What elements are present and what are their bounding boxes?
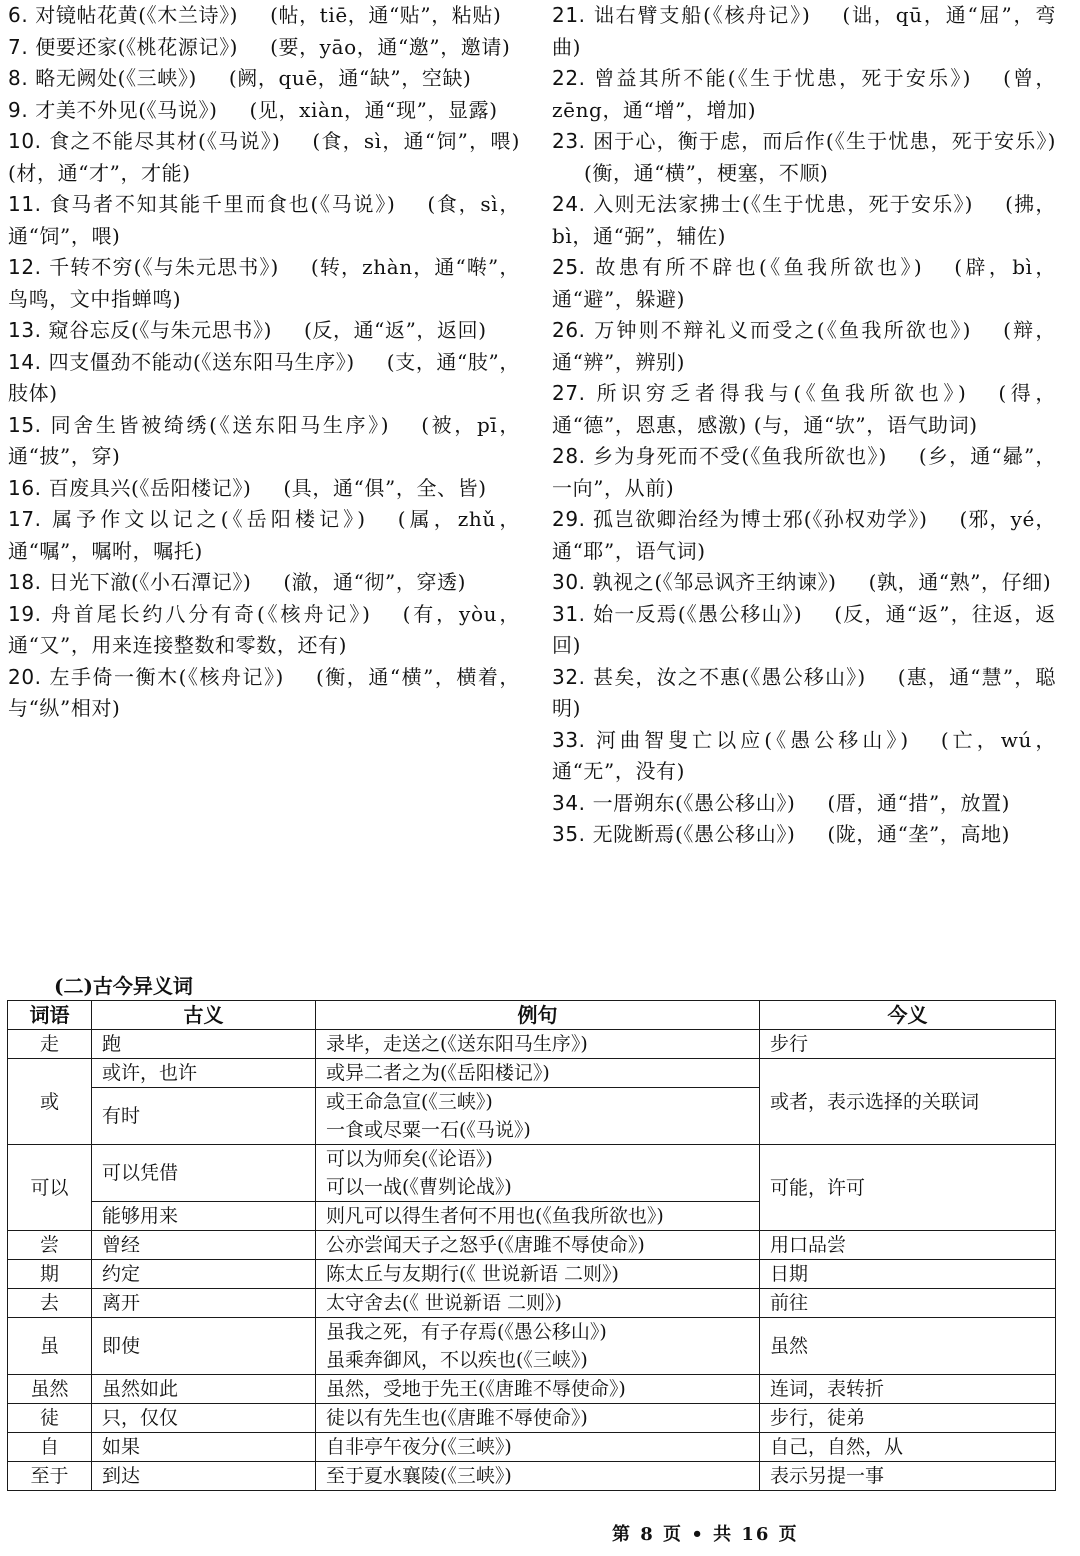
cell-word: 虽然: [8, 1375, 92, 1404]
cell-word: 走: [8, 1030, 92, 1059]
entry-number: 30.: [552, 570, 586, 594]
entry-item: [8, 410, 520, 473]
entry-note: (辩，通“辨”，辨别): [552, 318, 1056, 374]
entry-note: (转，zhàn，通“啭”，鸟鸣，文中指蝉鸣): [8, 255, 520, 311]
entry-item: [552, 63, 1056, 126]
entry-note: (乡，通“曏”，一向”，从前): [552, 444, 1056, 500]
entry-item: [8, 0, 520, 32]
example-line: 录毕，走送之(《送东阳马生序》): [326, 1033, 588, 1055]
entry-item: [552, 0, 1056, 63]
entry-note: (反，通“返”，返回): [303, 318, 487, 342]
table-row: [8, 1404, 1056, 1433]
entry-note: (要，yāo，通“邀”，邀请): [270, 34, 511, 59]
entry-item: [552, 126, 1056, 189]
entry-number: 23.: [552, 129, 586, 153]
table-row: [8, 1231, 1056, 1260]
entry-note: (陇，通“垄”，高地): [827, 822, 1011, 846]
entry-sentence: 甚矣，汝之不惠(《愚公移山》): [593, 664, 866, 689]
entry-number: 25.: [552, 255, 586, 279]
cell-modern-meaning: 前往: [760, 1289, 1056, 1318]
entry-number: 28.: [552, 444, 586, 468]
cell-word: 或: [8, 1059, 92, 1145]
cell-modern-meaning: 连词，表转折: [760, 1375, 1056, 1404]
entry-item: [552, 567, 1056, 599]
left-column: [8, 0, 520, 725]
example-line: 虽乘奔御风，不以疾也(《三峡》): [326, 1349, 588, 1371]
example-line: 虽我之死，有子存焉(《愚公移山》): [326, 1321, 607, 1343]
right-column: [552, 0, 1056, 851]
cell-modern-meaning: 用口品尝: [760, 1231, 1056, 1260]
entry-note: (阙，quē，通“缺”，空缺): [228, 66, 472, 90]
cell-example: [316, 1289, 760, 1318]
example-line: 太守舍去(《 世说新语 二则》): [326, 1292, 562, 1314]
entry-number: 7.: [8, 34, 29, 59]
entry-note: (衡，通“横”，梗塞，不顺): [584, 160, 829, 185]
entry-item: [552, 252, 1056, 315]
entry-note: (见，xiàn，通“现”，显露): [249, 97, 498, 122]
entry-number: 32.: [552, 664, 586, 689]
cell-modern-meaning: 表示另提一事: [760, 1462, 1056, 1491]
header-example: 例句: [316, 1001, 760, 1030]
example-line: 则凡可以得生者何不用也(《鱼我所欲也》): [326, 1205, 664, 1227]
cell-old-meaning: 能够用来: [92, 1202, 316, 1231]
entry-note: (得，通“德”，恩惠，感激) (与，通“欤”，语气助词): [552, 381, 1056, 437]
entry-item: [8, 32, 520, 64]
entry-item: [552, 189, 1056, 252]
cell-old-meaning: 即使: [92, 1318, 316, 1375]
entry-sentence: 四支僵劲不能动(《送东阳马生序》): [48, 349, 355, 374]
entry-number: 8.: [8, 66, 29, 90]
entry-item: [552, 378, 1056, 441]
header-modern-meaning: 今义: [760, 1001, 1056, 1030]
cell-example: [316, 1375, 760, 1404]
table-row: [8, 1030, 1056, 1059]
entry-item: [8, 189, 520, 252]
entry-number: 13.: [8, 318, 42, 342]
entry-number: 24.: [552, 192, 586, 216]
entry-sentence: 河曲智叟亡以应(《愚公移山》): [596, 727, 909, 752]
entry-sentence: 属予作文以记之(《岳阳楼记》): [52, 507, 366, 531]
cell-old-meaning: 到达: [92, 1462, 316, 1491]
entry-note: (诎，qū，通“屈”，弯曲): [552, 3, 1056, 59]
entry-sentence: 乡为身死而不受(《鱼我所欲也》): [593, 444, 887, 468]
header-old-meaning: 古义: [92, 1001, 316, 1030]
cell-example: [316, 1059, 760, 1088]
section-title: (二)古今异义词: [54, 974, 193, 998]
entry-item: [8, 63, 520, 95]
entry-item: [8, 662, 520, 725]
example-line: 至于夏水襄陵(《三峡》): [326, 1465, 512, 1487]
cell-word: 可以: [8, 1145, 92, 1231]
entry-item: [8, 95, 520, 127]
entry-sentence: 一厝朔东(《愚公移山》): [592, 790, 796, 815]
page-footer: 第 8 页 • 共 16 页: [612, 1524, 799, 1545]
cell-word: 期: [8, 1260, 92, 1289]
entry-note: (属，zhǔ，通“嘱”，嘱咐，嘱托): [8, 507, 520, 563]
table-row: [8, 1260, 1056, 1289]
cell-modern-meaning: 自己，自然，从: [760, 1433, 1056, 1462]
cell-word: 虽: [8, 1318, 92, 1375]
entry-number: 10.: [8, 129, 42, 153]
cell-example: [316, 1433, 760, 1462]
example-line: 虽然，受地于先王(《唐雎不辱使命》): [326, 1378, 626, 1400]
entry-note: (厝，通“措”，放置): [827, 790, 1011, 815]
cell-modern-meaning: 可能，许可: [760, 1145, 1056, 1231]
entry-note: (惠，通“慧”，聪明): [552, 664, 1056, 720]
entry-note: (澈，通“彻”，穿透): [283, 570, 467, 594]
entry-sentence: 食马者不知其能千里而食也(《马说》): [49, 192, 396, 216]
entry-number: 20.: [8, 664, 42, 689]
entry-note: (辟，bì，通“避”，躲避): [552, 255, 1056, 311]
entry-note: (衡，通“横”，横着，与“纵”相对): [8, 664, 521, 720]
ancient-modern-table: [7, 1000, 1056, 1491]
entry-number: 26.: [552, 318, 586, 342]
entry-item: [552, 819, 1056, 851]
entry-number: 31.: [552, 601, 586, 626]
entry-note: (具，通“俱”，全、皆): [283, 475, 487, 500]
entry-item: [552, 599, 1056, 662]
entry-sentence: 日光下澈(《小石潭记》): [48, 570, 252, 594]
table-row: [8, 1059, 1056, 1088]
entry-sentence: 窥谷忘反(《与朱元思书》): [48, 318, 272, 342]
entry-number: 22.: [552, 66, 586, 90]
cell-modern-meaning: 步行: [760, 1030, 1056, 1059]
cell-old-meaning: 有时: [92, 1088, 316, 1145]
entry-sentence: 便要还家(《桃花源记》): [35, 34, 239, 59]
entry-sentence: 略无阙处(《三峡》): [35, 66, 197, 90]
entry-item: [552, 662, 1056, 725]
example-line: 自非亭午夜分(《三峡》): [326, 1436, 512, 1458]
entry-item: [8, 252, 520, 315]
entry-note: (食，sì，通“饲”，喂): [8, 192, 520, 248]
entry-note: (支，通“肢”，肢体): [8, 349, 520, 405]
entry-note: (被，pī，通“披”，穿): [8, 412, 520, 468]
entry-sentence: 对镜帖花黄(《木兰诗》): [35, 3, 239, 27]
cell-example: [316, 1404, 760, 1433]
entry-note: (反，通“返”，往返，返回): [552, 601, 1056, 657]
cell-word: 徒: [8, 1404, 92, 1433]
entry-note: (帖，tiē，通“贴”，粘贴): [270, 3, 502, 27]
entry-number: 33.: [552, 727, 586, 752]
cell-old-meaning: 可以凭借: [92, 1145, 316, 1202]
entry-item: [8, 567, 520, 599]
entry-item: [8, 347, 520, 410]
header-word: 词语: [8, 1001, 92, 1030]
entry-number: 11.: [8, 192, 42, 216]
entry-item: [8, 599, 520, 662]
table-row: [8, 1462, 1056, 1491]
entry-item: [8, 126, 520, 189]
entry-item: [8, 504, 520, 567]
entry-number: 19.: [8, 601, 42, 626]
cell-old-meaning: 曾经: [92, 1231, 316, 1260]
cell-word: 至于: [8, 1462, 92, 1491]
cell-modern-meaning: 步行，徒弟: [760, 1404, 1056, 1433]
entry-sentence: 才美不外见(《马说》): [35, 97, 218, 122]
table-row: [8, 1289, 1056, 1318]
entry-sentence: 始一反焉(《愚公移山》): [593, 601, 803, 626]
entry-note: (邪，yé，通“耶”，语气词): [552, 507, 1056, 563]
cell-old-meaning: 或许，也许: [92, 1059, 316, 1088]
example-line: 可以一战(《曹刿论战》): [326, 1176, 512, 1198]
entry-note: (曾，zēng，通“增”，增加): [552, 66, 1056, 122]
cell-example: [316, 1462, 760, 1491]
example-line: 可以为师矣(《论语》): [326, 1148, 493, 1170]
cell-word: 自: [8, 1433, 92, 1462]
example-line: 徒以有先生也(《唐雎不辱使命》): [326, 1407, 588, 1429]
entry-sentence: 千转不穷(《与朱元思书》): [49, 255, 279, 279]
cell-example: [316, 1145, 760, 1202]
entry-sentence: 同舍生皆被绮绣(《送东阳马生序》): [50, 412, 390, 437]
cell-example: [316, 1088, 760, 1145]
cell-example: [316, 1030, 760, 1059]
example-line: 或异二者之为(《岳阳楼记》): [326, 1062, 550, 1084]
entry-item: [8, 473, 520, 505]
cell-example: [316, 1231, 760, 1260]
entry-item: [552, 504, 1056, 567]
table-header-row: [8, 1001, 1056, 1030]
table-row: [8, 1433, 1056, 1462]
table-row: [8, 1145, 1056, 1202]
entry-sentence: 诎右臂支船(《核舟记》): [593, 3, 811, 27]
entry-sentence: 万钟则不辩礼义而受之(《鱼我所欲也》): [594, 318, 972, 342]
entry-number: 12.: [8, 255, 42, 279]
entry-number: 15.: [8, 412, 42, 437]
cell-example: [316, 1202, 760, 1231]
example-line: 陈太丘与友期行(《 世说新语 二则》): [326, 1263, 619, 1285]
entry-sentence: 无陇断焉(《愚公移山》): [592, 822, 796, 846]
cell-old-meaning: 离开: [92, 1289, 316, 1318]
table-row: [8, 1375, 1056, 1404]
example-line: 一食或尽粟一石(《马说》): [326, 1119, 531, 1141]
entry-number: 17.: [8, 507, 42, 531]
cell-old-meaning: 跑: [92, 1030, 316, 1059]
entry-sentence: 百废具兴(《岳阳楼记》): [48, 475, 252, 500]
cell-modern-meaning: 日期: [760, 1260, 1056, 1289]
example-line: 公亦尝闻天子之怒乎(《唐雎不辱使命》): [326, 1234, 645, 1256]
entry-note: (食，sì，通“饲”，喂) (材，通“才”，才能): [8, 129, 520, 185]
cell-modern-meaning: 或者，表示选择的关联词: [760, 1059, 1056, 1145]
cell-word: 去: [8, 1289, 92, 1318]
entry-number: 16.: [8, 475, 42, 500]
entry-note: (孰，通“熟”，仔细): [868, 570, 1052, 594]
cell-old-meaning: 约定: [92, 1260, 316, 1289]
entry-number: 34.: [552, 790, 586, 815]
cell-old-meaning: 虽然如此: [92, 1375, 316, 1404]
entry-sentence: 食之不能尽其材(《马说》): [49, 129, 281, 153]
entry-sentence: 孰视之(《邹忌讽齐王纳谏》): [592, 570, 837, 594]
entry-note: (亡，wú，通“无”，没有): [552, 727, 1057, 783]
entry-number: 18.: [8, 570, 42, 594]
entry-sentence: 所识穷乏者得我与(《鱼我所欲也》): [596, 381, 967, 405]
entry-number: 27.: [552, 381, 586, 405]
cell-old-meaning: 只，仅仅: [92, 1404, 316, 1433]
cell-example: [316, 1260, 760, 1289]
cell-word: 尝: [8, 1231, 92, 1260]
cell-old-meaning: 如果: [92, 1433, 316, 1462]
cell-modern-meaning: 虽然: [760, 1318, 1056, 1375]
entry-number: 35.: [552, 822, 586, 846]
entry-sentence: 故患有所不辟也(《鱼我所欲也》): [595, 255, 923, 279]
cell-example: [316, 1318, 760, 1375]
entry-sentence: 左手倚一衡木(《核舟记》): [49, 664, 284, 689]
entry-sentence: 入则无法家拂士(《生于忧患，死于安乐》): [593, 192, 974, 216]
table-row: [8, 1318, 1056, 1375]
entry-item: [552, 725, 1056, 788]
entry-number: 21.: [552, 3, 586, 27]
entry-item: [552, 315, 1056, 378]
entry-sentence: 困于心，衡于虑，而后作(《生于忧患，死于安乐》): [593, 129, 1056, 153]
entry-item: [8, 315, 520, 347]
entry-note: (拂，bì，通“弼”，辅佐): [552, 192, 1056, 248]
entry-sentence: 舟首尾长约八分有奇(《核舟记》): [50, 601, 371, 626]
entry-sentence: 曾益其所不能(《生于忧患，死于安乐》): [594, 66, 972, 90]
entry-number: 29.: [552, 507, 586, 531]
entry-sentence: 孤岂欲卿治经为博士邪(《孙权劝学》): [593, 507, 928, 531]
entry-item: [552, 788, 1056, 820]
entry-number: 14.: [8, 349, 42, 374]
entry-note: (有，yòu，通“又”，用来连接整数和零数，还有): [8, 601, 520, 657]
entry-number: 9.: [8, 97, 29, 122]
entry-item: [552, 441, 1056, 504]
entry-number: 6.: [8, 3, 29, 27]
example-line: 或王命急宣(《三峡》): [326, 1091, 493, 1113]
